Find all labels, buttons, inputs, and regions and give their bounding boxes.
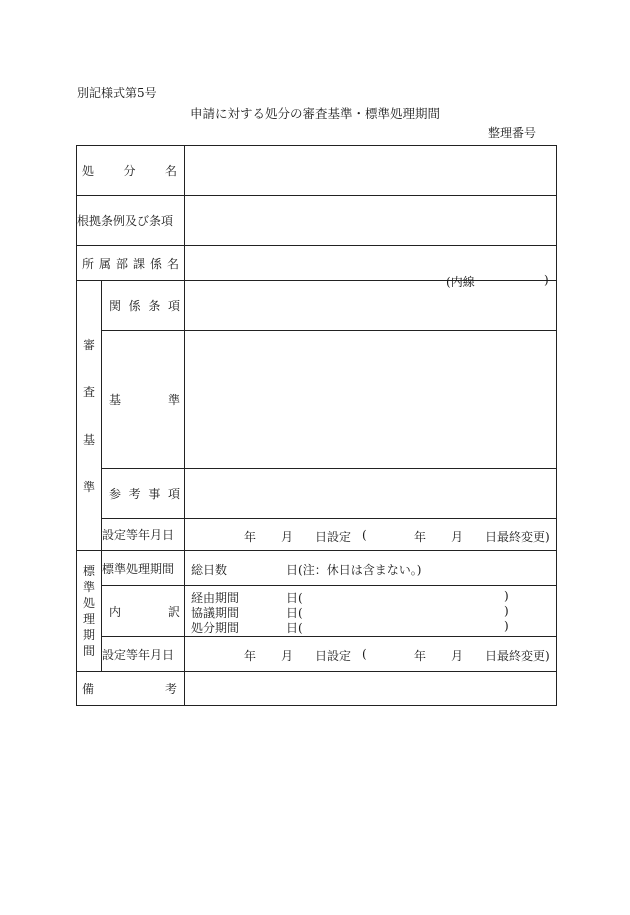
month-text: 月 <box>451 529 464 544</box>
extension-label: (内線 <box>446 275 475 289</box>
department-char: 部 <box>116 256 129 271</box>
disposition-name-field[interactable] <box>185 146 557 196</box>
day-set-text: 日設定 <box>315 529 352 544</box>
criteria-char: 基 <box>109 393 122 407</box>
reference-items-label-cell <box>102 469 185 519</box>
standard-period-label: 標準処理期間 <box>102 551 185 586</box>
consultation-period-close: ) <box>504 604 509 618</box>
review-criteria-form <box>76 145 557 706</box>
department-char: 属 <box>99 256 112 271</box>
review-criteria-char: 審 <box>82 337 95 352</box>
consultation-period-label: 協議期間 <box>191 606 240 620</box>
reference-items-char: 事 <box>148 487 161 501</box>
criteria-label-cell <box>102 331 185 469</box>
disposition-name-char: 処 <box>82 164 95 178</box>
last-changed-text: 日最終変更) <box>485 649 550 663</box>
standard-period-char: 処 <box>82 596 95 610</box>
reference-items-char: 項 <box>167 487 180 501</box>
related-articles-label-cell <box>102 281 185 331</box>
criteria-set-date-field[interactable] <box>185 519 557 551</box>
last-changed-text: 日最終変更) <box>485 529 550 544</box>
criteria-set-date-label: 設定等年月日 <box>102 519 185 551</box>
year-text: 年 <box>414 529 427 544</box>
breakdown-char: 訳 <box>168 604 181 619</box>
related-articles-char: 係 <box>128 299 141 313</box>
total-days-note: 日(注：休日は含まない。) <box>286 563 422 577</box>
form-number: 別記様式第5号 <box>77 86 157 100</box>
day-set-text: 日設定 <box>315 649 352 663</box>
department-char: 課 <box>133 256 146 271</box>
reference-number-label: 整理番号 <box>488 126 537 140</box>
review-criteria-char: 査 <box>82 385 95 400</box>
remarks-field[interactable] <box>185 672 557 706</box>
related-articles-char: 関 <box>109 299 122 313</box>
routing-period-label: 経由期間 <box>191 591 240 605</box>
department-char: 係 <box>150 256 163 271</box>
standard-period-char: 標 <box>82 564 95 578</box>
month-text: 月 <box>281 649 294 663</box>
review-criteria-char: 準 <box>82 480 95 495</box>
period-set-date-field[interactable] <box>185 637 557 672</box>
year-text: 年 <box>244 529 257 544</box>
reference-items-char: 参 <box>109 487 122 501</box>
disposition-name-char: 分 <box>123 164 136 178</box>
remarks-label-cell <box>77 672 185 706</box>
reference-items-char: 考 <box>128 487 141 501</box>
total-days-field[interactable] <box>185 551 557 586</box>
total-days-label: 総日数 <box>191 563 228 577</box>
department-field[interactable] <box>185 246 557 289</box>
disposition-period-close: ) <box>504 619 509 633</box>
standard-period-group-label <box>77 551 102 672</box>
routing-period-close: ) <box>504 589 509 603</box>
review-criteria-char: 基 <box>82 432 95 447</box>
related-articles-char: 項 <box>167 299 180 313</box>
breakdown-char: 内 <box>109 604 122 619</box>
period-set-date-label: 設定等年月日 <box>102 637 185 672</box>
remarks-char: 考 <box>165 682 178 696</box>
disposition-name-char: 名 <box>165 164 178 178</box>
month-text: 月 <box>281 529 294 544</box>
standard-period-char: 間 <box>82 644 95 658</box>
year-text: 年 <box>244 649 257 663</box>
month-text: 月 <box>451 649 464 663</box>
department-char: 所 <box>82 256 95 271</box>
standard-period-char: 準 <box>82 580 95 594</box>
year-text: 年 <box>414 649 427 663</box>
disposition-period-label: 処分期間 <box>191 621 240 635</box>
review-criteria-group-label <box>77 281 102 551</box>
standard-period-char: 理 <box>82 612 95 626</box>
breakdown-field[interactable] <box>185 586 557 637</box>
form-title: 申請に対する処分の審査基準・標準処理期間 <box>189 106 440 121</box>
basis-articles-label: 根拠条例及び条項 <box>77 196 185 246</box>
reference-items-field[interactable] <box>185 469 557 519</box>
consultation-period-day: 日( <box>286 606 303 620</box>
basis-articles-field[interactable] <box>185 196 557 246</box>
open-paren-text: ( <box>362 647 367 661</box>
department-char: 名 <box>167 256 180 271</box>
disposition-period-day: 日( <box>286 621 303 635</box>
criteria-char: 準 <box>168 393 181 407</box>
department-label-cell <box>77 246 185 281</box>
extension-close: ) <box>544 273 549 287</box>
related-articles-char: 条 <box>148 299 161 313</box>
related-articles-field[interactable] <box>185 281 557 331</box>
criteria-field[interactable] <box>185 331 557 469</box>
routing-period-day: 日( <box>286 591 303 605</box>
breakdown-label-cell <box>102 586 185 637</box>
open-paren-text: ( <box>362 527 367 542</box>
remarks-char: 備 <box>82 682 95 696</box>
disposition-name-label-cell <box>77 146 185 196</box>
standard-period-char: 期 <box>82 628 95 642</box>
